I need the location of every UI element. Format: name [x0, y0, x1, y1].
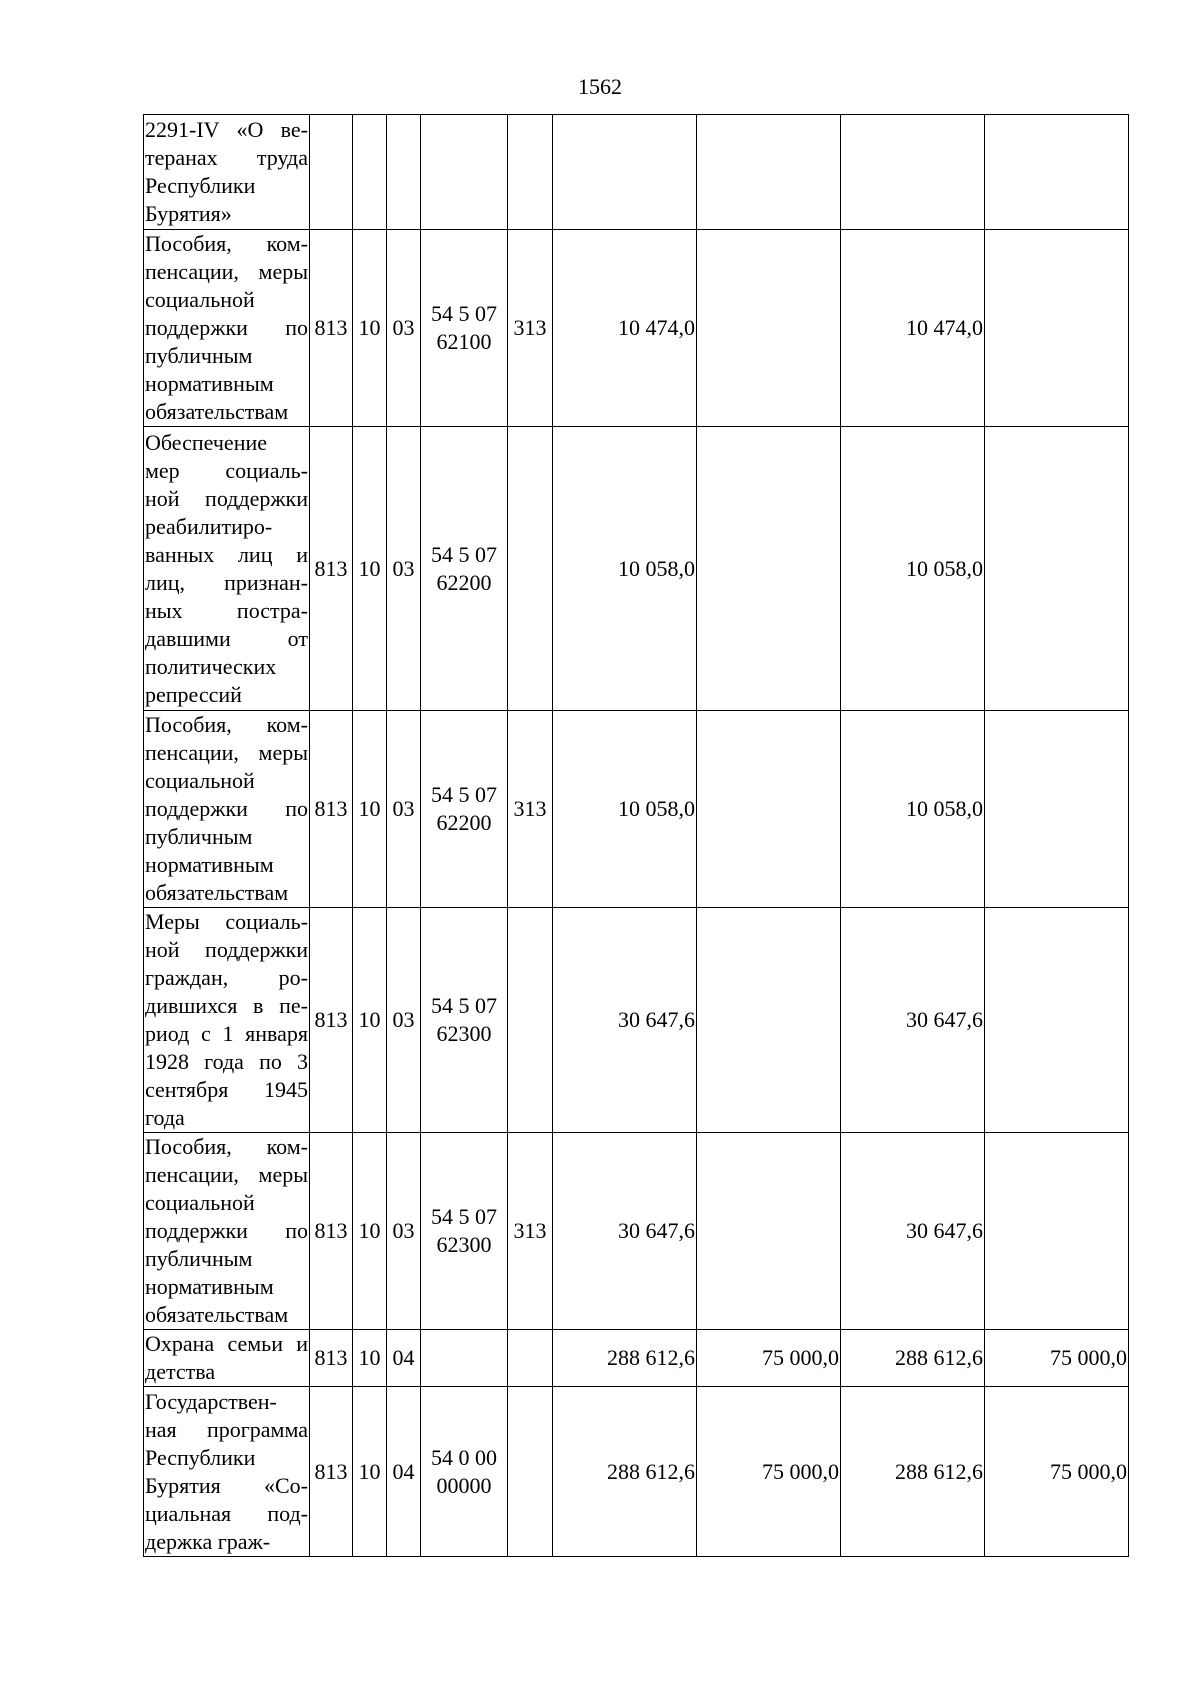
description-line: нормативным [145, 852, 274, 877]
expense-type-code [508, 427, 553, 711]
ministry-code: 813 [310, 711, 353, 908]
amount-year-2: 10 058,0 [841, 427, 985, 711]
description-line: поддержки по [145, 1218, 308, 1243]
ministry-code: 813 [310, 1387, 353, 1557]
description-line: пенсации, меры [145, 1162, 308, 1187]
description-line: поддержки по [145, 796, 308, 821]
subvention-year-2 [985, 1133, 1129, 1330]
section-code: 10 [353, 230, 387, 427]
description-line: Охрана семьи и [145, 1331, 308, 1356]
amount-year-1: 288 612,6 [553, 1387, 697, 1557]
description-line: Меры социаль- [145, 909, 308, 934]
budget-table [143, 114, 1129, 1557]
row-description [144, 1330, 310, 1387]
target-article-code [421, 908, 508, 1133]
description-line: Бурятия» [145, 201, 232, 226]
ministry-code: 813 [310, 908, 353, 1133]
target-article-code-part: 54 0 00 [431, 1444, 497, 1470]
description-line: Республики [145, 173, 256, 198]
amount-year-2 [841, 115, 985, 230]
target-article-code [421, 1133, 508, 1330]
expense-type-code [508, 1387, 553, 1557]
amount-year-2: 30 647,6 [841, 908, 985, 1133]
amount-year-1: 10 474,0 [553, 230, 697, 427]
target-article-code-part: 54 5 07 [431, 993, 497, 1018]
description-line: ная программа [145, 1416, 308, 1442]
description-line: циальная под- [145, 1500, 308, 1526]
target-article-code [421, 1330, 508, 1387]
description-line: сентября 1945 [145, 1077, 308, 1102]
target-article-code-part: 62300 [436, 1232, 492, 1257]
description-line: социальной [145, 768, 255, 793]
amount-year-1: 10 058,0 [553, 427, 697, 711]
expense-type-code [508, 1330, 553, 1387]
target-article-code-part: 62300 [436, 1021, 492, 1046]
row-description [144, 230, 310, 427]
description-line: Обеспечение [145, 429, 267, 455]
description-line: Государствен- [145, 1388, 277, 1414]
description-line: социальной [145, 1190, 255, 1215]
target-article-code [421, 1387, 508, 1557]
description-line: ной поддержки [145, 937, 308, 962]
subsection-code: 03 [387, 1133, 421, 1330]
subvention-year-2: 75 000,0 [985, 1330, 1129, 1387]
description-line: риод с 1 января [145, 1021, 308, 1046]
table-row [144, 1330, 1129, 1387]
target-article-code [421, 115, 508, 230]
amount-year-1: 288 612,6 [553, 1330, 697, 1387]
table-row [144, 230, 1129, 427]
section-code: 10 [353, 1133, 387, 1330]
description-line: детства [145, 1359, 216, 1384]
ministry-code: 813 [310, 230, 353, 427]
expense-type-code: 313 [508, 1133, 553, 1330]
target-article-code [421, 427, 508, 711]
description-line: пенсации, меры [145, 259, 308, 284]
subvention-year-1 [697, 230, 841, 427]
section-code: 10 [353, 427, 387, 711]
section-code: 10 [353, 908, 387, 1133]
description-line: публичным [145, 1246, 253, 1271]
section-code: 10 [353, 1387, 387, 1557]
description-line: давшими от [145, 625, 308, 651]
description-line: репрессий [145, 681, 242, 707]
description-line: Пособия, ком- [145, 712, 308, 737]
amount-year-1: 10 058,0 [553, 711, 697, 908]
description-line: поддержки по [145, 315, 308, 340]
row-description [144, 908, 310, 1133]
description-line: политических [145, 653, 277, 679]
description-line: граждан, ро- [145, 965, 308, 990]
expense-type-code [508, 908, 553, 1133]
subsection-code: 03 [387, 427, 421, 711]
table-body [144, 115, 1129, 1557]
table-row [144, 1387, 1129, 1557]
target-article-code-part: 54 5 07 [431, 301, 497, 326]
description-line: социальной [145, 287, 255, 312]
amount-year-1: 30 647,6 [553, 908, 697, 1133]
subsection-code [387, 115, 421, 230]
description-line: ной поддержки [145, 485, 308, 511]
subvention-year-2 [985, 908, 1129, 1133]
amount-year-2: 30 647,6 [841, 1133, 985, 1330]
target-article-code [421, 230, 508, 427]
description-line: дившихся в пе- [145, 993, 308, 1018]
row-description [144, 427, 310, 711]
row-description [144, 1387, 310, 1557]
target-article-code-part: 54 5 07 [431, 782, 497, 807]
subvention-year-1 [697, 711, 841, 908]
subvention-year-1: 75 000,0 [697, 1387, 841, 1557]
section-code [353, 115, 387, 230]
subvention-year-1: 75 000,0 [697, 1330, 841, 1387]
ministry-code: 813 [310, 1133, 353, 1330]
amount-year-2: 10 474,0 [841, 230, 985, 427]
section-code: 10 [353, 711, 387, 908]
row-description [144, 711, 310, 908]
description-line: обязательствам [145, 880, 289, 905]
target-article-code-part: 54 5 07 [431, 1204, 497, 1229]
target-article-code [421, 711, 508, 908]
subsection-code: 03 [387, 230, 421, 427]
description-line: 2291-IV «О ве- [145, 117, 308, 142]
description-line: обязательствам [145, 1302, 289, 1327]
description-line: публичным [145, 824, 253, 849]
target-article-code-part: 62200 [436, 810, 492, 835]
description-line: Бурятия «Со- [145, 1472, 308, 1498]
description-line: ванных лиц и [145, 541, 308, 567]
ministry-code: 813 [310, 427, 353, 711]
table-row [144, 115, 1129, 230]
subvention-year-1 [697, 1133, 841, 1330]
description-line: Пособия, ком- [145, 1134, 308, 1159]
subvention-year-2 [985, 115, 1129, 230]
row-description [144, 1133, 310, 1330]
amount-year-2: 10 058,0 [841, 711, 985, 908]
description-line: реабилитиро- [145, 513, 273, 539]
amount-year-1: 30 647,6 [553, 1133, 697, 1330]
target-article-code-part: 62100 [436, 329, 492, 354]
description-line: 1928 года по 3 [145, 1049, 308, 1074]
subsection-code: 03 [387, 908, 421, 1133]
description-line: Пособия, ком- [145, 231, 308, 256]
table-row [144, 1133, 1129, 1330]
subvention-year-2 [985, 711, 1129, 908]
subvention-year-1 [697, 908, 841, 1133]
description-line: пенсации, меры [145, 740, 308, 765]
description-line: публичным [145, 343, 253, 368]
subsection-code: 04 [387, 1387, 421, 1557]
section-code: 10 [353, 1330, 387, 1387]
amount-year-2: 288 612,6 [841, 1387, 985, 1557]
amount-year-2: 288 612,6 [841, 1330, 985, 1387]
subvention-year-2 [985, 230, 1129, 427]
expense-type-code: 313 [508, 230, 553, 427]
description-line: мер социаль- [145, 457, 308, 483]
page-number: 1562 [578, 74, 622, 99]
ministry-code [310, 115, 353, 230]
amount-year-1 [553, 115, 697, 230]
row-description [144, 115, 310, 230]
subvention-year-2 [985, 427, 1129, 711]
description-line: держка граж- [145, 1528, 271, 1554]
description-line: теранах труда [145, 145, 308, 170]
description-line: лиц, признан- [145, 569, 308, 595]
target-article-code-part: 00000 [436, 1472, 492, 1498]
table-row [144, 908, 1129, 1133]
expense-type-code [508, 115, 553, 230]
subvention-year-2: 75 000,0 [985, 1387, 1129, 1557]
table-row [144, 427, 1129, 711]
description-line: ных постра- [145, 597, 308, 623]
expense-type-code: 313 [508, 711, 553, 908]
subsection-code: 03 [387, 711, 421, 908]
ministry-code: 813 [310, 1330, 353, 1387]
subsection-code: 04 [387, 1330, 421, 1387]
target-article-code-part: 62200 [436, 569, 492, 595]
subvention-year-1 [697, 427, 841, 711]
description-line: обязательствам [145, 399, 289, 424]
description-line: нормативным [145, 1274, 274, 1299]
target-article-code-part: 54 5 07 [431, 541, 497, 567]
table-row [144, 711, 1129, 908]
description-line: Республики [145, 1444, 256, 1470]
description-line: нормативным [145, 371, 274, 396]
subvention-year-1 [697, 115, 841, 230]
description-line: года [145, 1105, 185, 1130]
